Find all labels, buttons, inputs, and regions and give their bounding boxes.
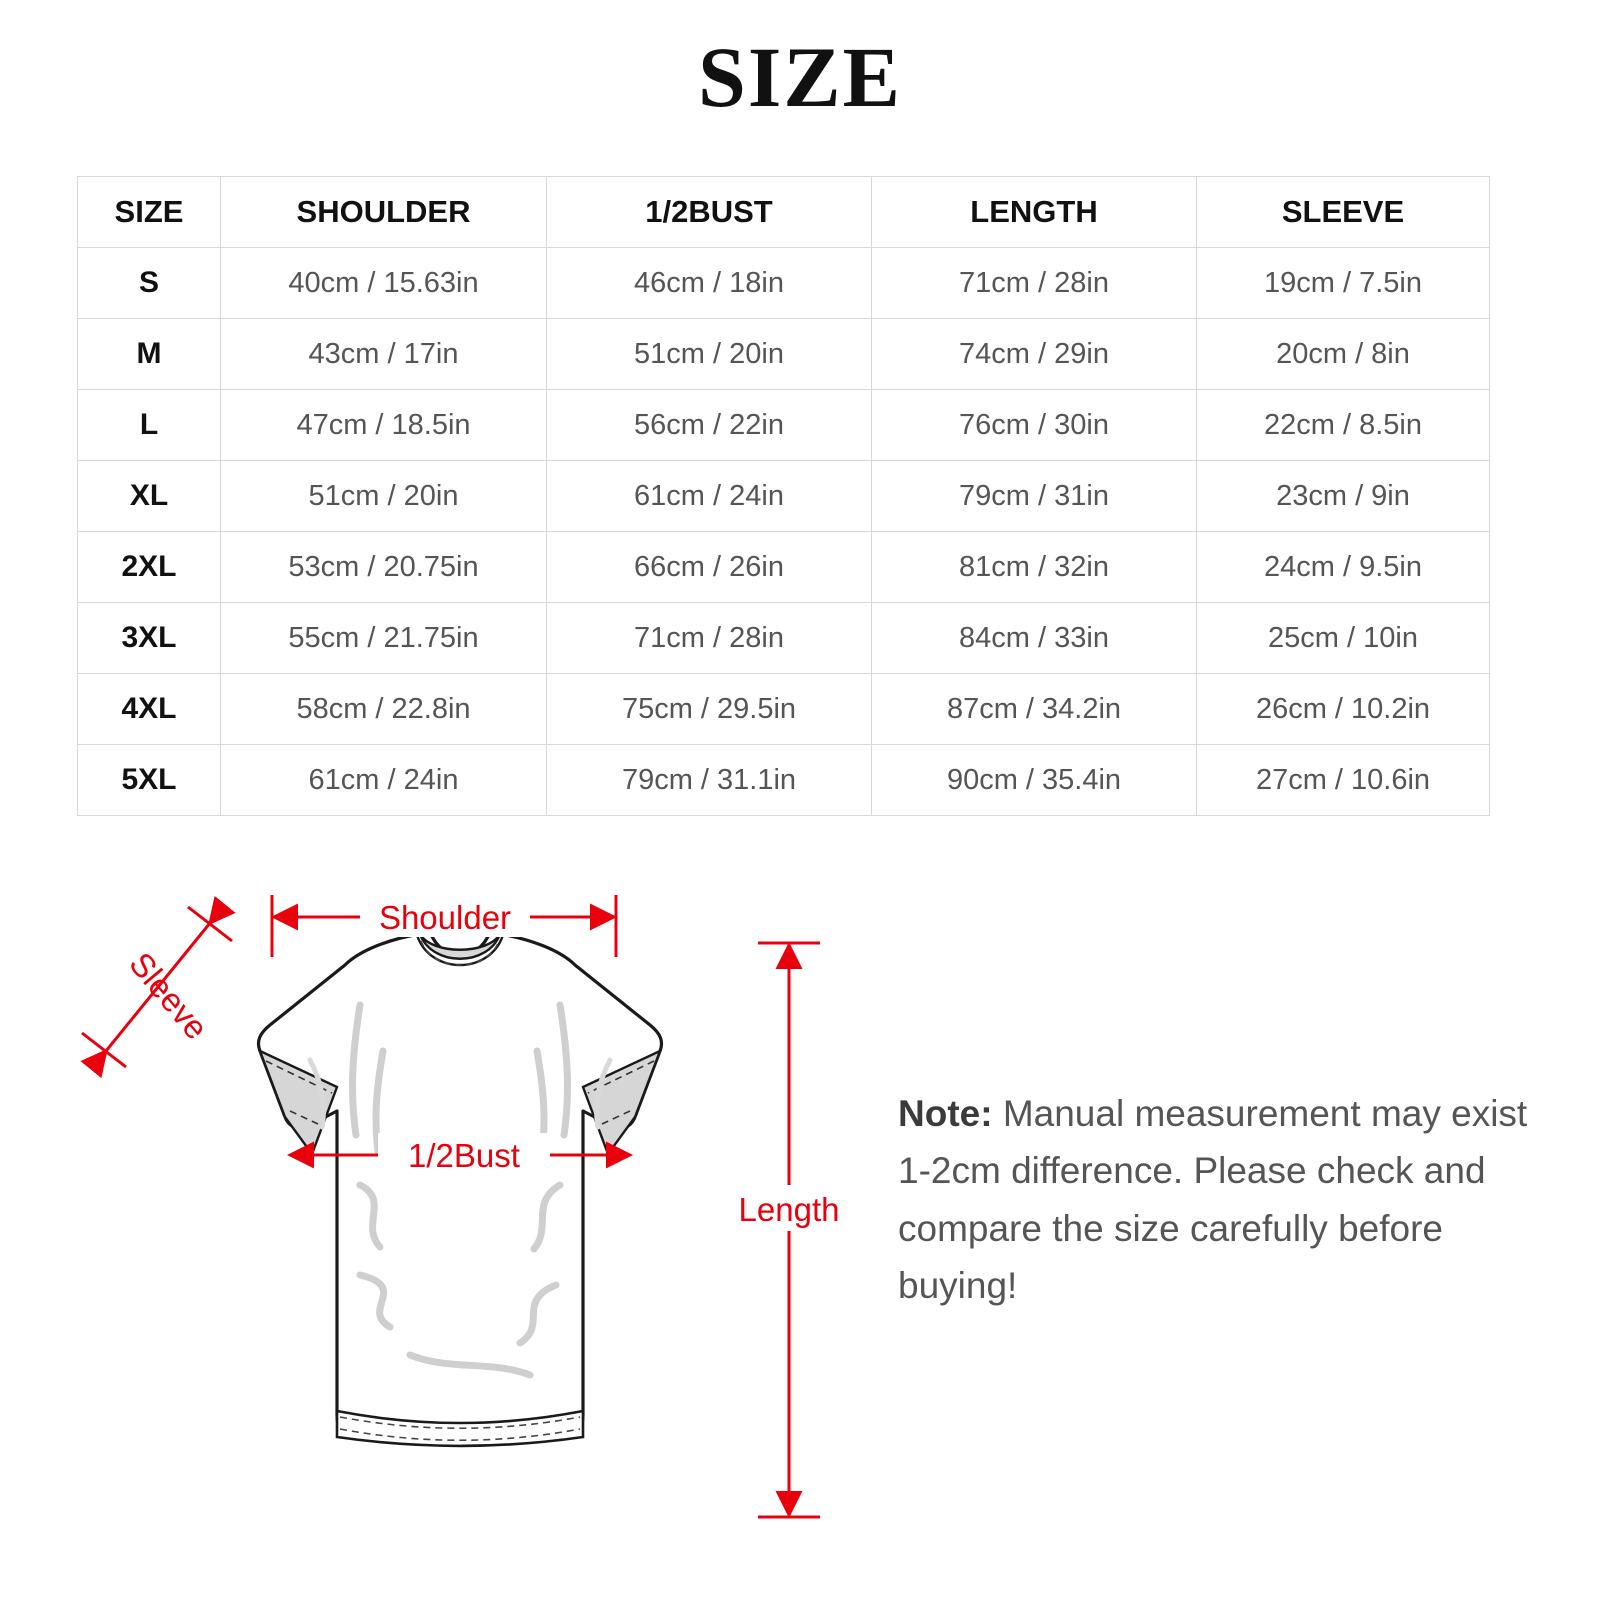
cell-shoulder: 55cm / 21.75in [221, 603, 547, 674]
cell-size: 5XL [78, 745, 221, 816]
length-label: Length [738, 1191, 840, 1228]
cell-length: 76cm / 30in [872, 390, 1197, 461]
cell-shoulder: 53cm / 20.75in [221, 532, 547, 603]
cell-length: 71cm / 28in [872, 248, 1197, 319]
cell-length: 81cm / 32in [872, 532, 1197, 603]
cell-sleeve: 25cm / 10in [1197, 603, 1490, 674]
sleeve-label: Sleeve [122, 945, 216, 1047]
cell-bust: 56cm / 22in [547, 390, 872, 461]
cell-size: L [78, 390, 221, 461]
cell-length: 87cm / 34.2in [872, 674, 1197, 745]
cell-bust: 79cm / 31.1in [547, 745, 872, 816]
page-title: SIZE [697, 29, 903, 125]
cell-length: 84cm / 33in [872, 603, 1197, 674]
bust-label: 1/2Bust [408, 1137, 520, 1174]
column-header-shoulder: SHOULDER [221, 177, 547, 248]
cell-size: S [78, 248, 221, 319]
column-header-sleeve: SLEEVE [1197, 177, 1490, 248]
cell-sleeve: 20cm / 8in [1197, 319, 1490, 390]
table-row [78, 248, 1490, 319]
size-chart-table [77, 176, 1490, 816]
cell-size: XL [78, 461, 221, 532]
cell-sleeve: 19cm / 7.5in [1197, 248, 1490, 319]
cell-sleeve: 24cm / 9.5in [1197, 532, 1490, 603]
cell-bust: 51cm / 20in [547, 319, 872, 390]
cell-sleeve: 26cm / 10.2in [1197, 674, 1490, 745]
cell-length: 79cm / 31in [872, 461, 1197, 532]
cell-size: 4XL [78, 674, 221, 745]
note-body: Manual measurement may exist 1-2cm difference. Please check and compare the size carefully before buying! [898, 1093, 1528, 1307]
cell-bust: 46cm / 18in [547, 248, 872, 319]
table-row [78, 319, 1490, 390]
cell-shoulder: 58cm / 22.8in [221, 674, 547, 745]
shoulder-label: Shoulder [378, 899, 512, 936]
table-row [78, 745, 1490, 816]
table-row [78, 461, 1490, 532]
cell-bust: 71cm / 28in [547, 603, 872, 674]
column-header-bust: 1/2BUST [547, 177, 872, 248]
cell-size: 2XL [78, 532, 221, 603]
table-row [78, 674, 1490, 745]
tshirt-measurement-diagram [60, 855, 860, 1555]
tshirt-illustration [258, 932, 661, 1446]
cell-shoulder: 43cm / 17in [221, 319, 547, 390]
cell-shoulder: 51cm / 20in [221, 461, 547, 532]
cell-bust: 66cm / 26in [547, 532, 872, 603]
table-header-row [78, 177, 1490, 248]
cell-sleeve: 22cm / 8.5in [1197, 390, 1490, 461]
cell-size: M [78, 319, 221, 390]
cell-length: 90cm / 35.4in [872, 745, 1197, 816]
cell-shoulder: 61cm / 24in [221, 745, 547, 816]
cell-shoulder: 40cm / 15.63in [221, 248, 547, 319]
note-text [898, 1085, 1538, 1314]
cell-shoulder: 47cm / 18.5in [221, 390, 547, 461]
table-row [78, 532, 1490, 603]
note-label: Note: [898, 1093, 993, 1134]
column-header-length: LENGTH [872, 177, 1197, 248]
cell-bust: 75cm / 29.5in [547, 674, 872, 745]
cell-size: 3XL [78, 603, 221, 674]
table-row [78, 390, 1490, 461]
column-header-size: SIZE [78, 177, 221, 248]
cell-length: 74cm / 29in [872, 319, 1197, 390]
cell-sleeve: 27cm / 10.6in [1197, 745, 1490, 816]
cell-sleeve: 23cm / 9in [1197, 461, 1490, 532]
cell-bust: 61cm / 24in [547, 461, 872, 532]
table-row [78, 603, 1490, 674]
